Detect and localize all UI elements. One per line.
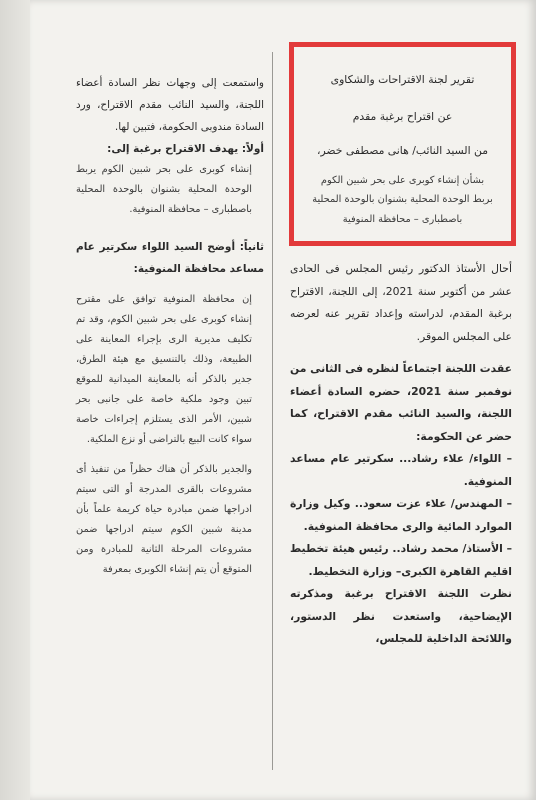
proposal-quote: إنشاء كوبرى على بحر شبين الكوم يربط الوحدة المحلية بشنوان بالوحدة المحلية باصطبارى – محافظة المنوفية.: [76, 164, 252, 215]
left-para-2: إن محافظة المنوفية توافق على مقترح إنشاء كوبرى على بحر شبين الكوم، وقد تم تكليف مديرية الرى بإجراء المعاينة على الطبيعة، وذلك بالتنسيق مع هيئة الطرق، جدير بالذكر أنه بالمعاينة الميدانية للموقع تبين وجود ملكية خاصة على جانبى بحر شبين، الأمر الذى يستلزم إجراءات خاصة سواء كانت البيع بالتراضى أو نزع الملكية.: [76, 294, 252, 445]
right-para-1: أحال الأستاذ الدكتور رئيس المجلس فى الحادى عشر من أكتوبر سنة 2021، إلى اللجنة، الاقتراح برغبة المقدم، لدراسته وإعداد تقرير عنه لعرضه على المجلس الموقر.: [290, 262, 512, 343]
heading-objective: أولاً: يهدف الاقتراح برغبة إلى:: [107, 143, 264, 155]
attendee-2: – المهندس/ علاء عزت سعود.. وكيل وزارة الموارد المائية والرى محافظة المنوفية.: [290, 497, 512, 533]
report-title-text: [302, 69, 503, 229]
left-column: [76, 72, 264, 580]
left-para-1: واستمعت إلى وجهات نظر السادة أعضاء اللجنة، والسيد النائب مقدم الاقتراح، ورد السادة مندوبى الحكومة، فتبين لها.: [76, 77, 264, 133]
right-para-3: نظرت اللجنة الاقتراح برغبة ومذكرته الإيضاحية، واستعدت نظر الدستور، واللائحة الداخلية للمجلس،: [290, 587, 512, 645]
attendee-1: – اللواء/ علاء رشاد... سكرتير عام مساعد المنوفية.: [290, 452, 512, 488]
left-para-3: والجدير بالذكر أن هناك حظراً من تنفيذ أى مشروعات بالقرى المدرجة أو التى سيتم ادراجها ضمن مبادرة حياة كريمة علماً بأن مدينة شبين الكوم سيتم ادراجها ضمن مشروعات المرحلة الثانية للمبادرة ومن المتوقع أن يتم إنشاء الكوبرى بمعرفة: [76, 464, 252, 575]
right-para-2: عقدت اللجنة اجتماعاً لنظره فى الثانى من نوفمبر سنة 2021، حضره السادة أعضاء اللجنة، والسيد النائب مقدم الاقتراح، كما حضر عن الحكومة:: [290, 362, 512, 443]
page-fold-shadow: [0, 0, 30, 800]
attendee-3: – الأستاذ/ محمد رشاد.. رئيس هيئة تخطيط اقليم القاهرة الكبرى– وزارة التخطيط.: [290, 542, 512, 578]
title-line-5: بربط الوحدة المحلية بشنوان بالوحدة المحلية: [312, 194, 493, 205]
column-divider: [272, 52, 273, 770]
report-title-box: [289, 42, 516, 246]
title-line-2: عن اقتراح برغبة مقدم: [352, 109, 453, 123]
right-column: [290, 258, 512, 651]
heading-secretary: ثانياً: أوضح السيد اللواء سكرتير عام مساعد محافظة المنوفية:: [76, 241, 264, 275]
title-line-4: بشأن إنشاء كوبرى على بحر شبين الكوم: [320, 174, 485, 186]
title-line-3: من السيد النائب/ هانى مصطفى خضر،: [316, 144, 489, 157]
title-line-6: باصطبارى – محافظة المنوفية: [342, 213, 463, 225]
title-line-1: تقرير لجنة الاقتراحات والشكاوى: [330, 73, 475, 86]
